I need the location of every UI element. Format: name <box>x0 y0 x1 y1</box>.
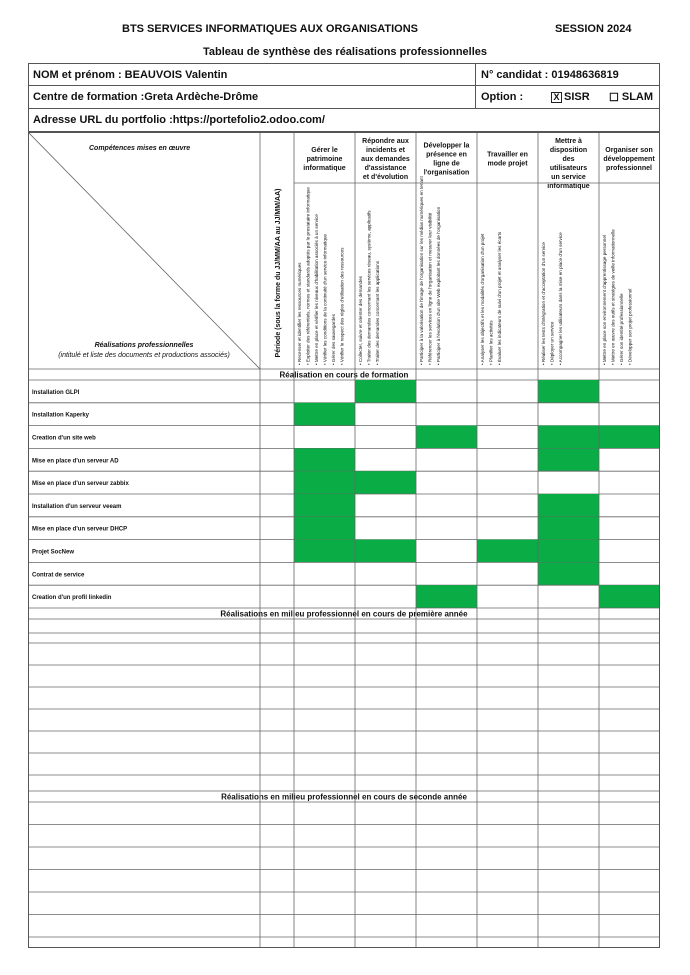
competence-check-cell <box>294 494 355 517</box>
competence-check-cell <box>355 540 416 563</box>
competence-detail: • Référencer les services en ligne de l'organisation et mesurer leur visibilité <box>427 212 433 365</box>
competence-title: professionnel <box>606 165 652 172</box>
competence-title: développement <box>603 156 655 163</box>
realisation-label: Mise en place d'un serveur zabbix <box>32 481 129 488</box>
competence-title: informatique <box>547 183 590 190</box>
option-slam[interactable] <box>609 86 653 108</box>
realisations-sublabel: (intitulé et liste des documents et productions associés) <box>58 352 230 359</box>
section-formation: Réalisation en cours de formation <box>279 370 409 380</box>
competence-detail: • Mettre en place son environnement d'apprentissage personnel <box>602 235 607 365</box>
competence-detail: • Recenser et identifier les ressources numériques <box>297 262 302 365</box>
competence-check-cell <box>416 426 477 449</box>
centre-row <box>28 86 660 109</box>
competence-detail: • Développer son projet professionnel <box>627 288 633 365</box>
portfolio-url[interactable]: Adresse URL du portfolio :https://portefolio2.odoo.com/ <box>33 114 325 126</box>
competence-detail: • Vérifier le respect des règles d'utilisation des ressources <box>339 247 345 365</box>
realisation-label: Contrat de service <box>32 572 85 579</box>
synthesis-table <box>28 132 660 948</box>
document-subtitle: Tableau de synthèse des réalisations professionnelles <box>202 46 488 58</box>
centre-formation: Centre de formation :Greta Ardèche-Drôme <box>33 91 259 103</box>
competence-check-cell <box>294 471 355 494</box>
competence-detail: • Traiter des demandes concernant les services réseau, système, applicatifs <box>366 210 372 365</box>
competence-title: des <box>562 156 575 163</box>
competence-title: mode projet <box>487 160 528 168</box>
competence-check-cell <box>294 403 355 426</box>
competence-title: Travailler en <box>487 151 528 159</box>
candidate-row <box>28 63 660 86</box>
competence-title: informatique <box>303 165 346 172</box>
competence-title: Organiser son <box>605 147 653 154</box>
document-title: BTS SERVICES INFORMATIQUES AUX ORGANISATIONS <box>122 23 419 35</box>
competence-detail: • Participer à l'évolution d'un site Web exploitant les données de l'organisation <box>436 206 441 365</box>
competence-detail: • Traiter des demandes concernant les applications <box>375 260 380 365</box>
realisation-label: Installation d'un serveur veeam <box>32 503 122 510</box>
option-sisr[interactable] <box>551 86 590 108</box>
realisation-label: Installation Kaperky <box>32 412 90 419</box>
competence-check-cell <box>416 585 477 608</box>
competence-detail: • Déployer un service <box>549 321 555 365</box>
competence-check-cell <box>294 517 355 540</box>
realisation-label: Creation d'un profil linkedin <box>32 595 112 602</box>
header-diagonal <box>29 133 260 369</box>
realisation-label: Mise en place d'un serveur AD <box>32 458 119 465</box>
synthesis-grid <box>29 133 659 947</box>
realisation-label: Projet SocNew <box>32 549 75 556</box>
competence-detail: • Collecter, suivre et orienter des demandes <box>358 276 363 365</box>
realisation-label: Installation GLPI <box>32 389 80 396</box>
competence-check-cell <box>294 448 355 471</box>
periode-label: Période (sous la forme du JJ/MM/AA au JJ/MM/AA) <box>275 188 282 358</box>
section-first-year: Réalisations en milieu professionnel en cours de première année <box>220 609 468 619</box>
competence-title: d'assistance <box>364 165 407 172</box>
competence-title: l'organisation <box>423 169 470 177</box>
competence-detail: • Gérer des sauvegardes <box>331 314 336 365</box>
competence-check-cell <box>599 426 659 449</box>
competence-title: patrimoine <box>306 156 343 163</box>
competences-label: Compétences mises en œuvre <box>89 145 191 152</box>
portfolio-row <box>28 109 660 132</box>
competence-title: Gérer le <box>311 147 338 154</box>
slam-checkbox[interactable]: ☐ <box>609 91 619 104</box>
competence-title: disposition <box>549 147 588 154</box>
competence-check-cell <box>599 585 659 608</box>
competence-title: aux demandes <box>361 156 410 163</box>
candidate-name: NOM et prénom : BEAUVOIS Valentin <box>33 68 228 81</box>
competence-detail: • Réaliser les tests d'intégration et d'acceptation d'un service <box>541 242 546 365</box>
competence-detail: • Évaluer les indicateurs de suivi d'un projet et analyser les écarts <box>497 231 502 365</box>
competence-title: utilisateurs <box>549 165 588 172</box>
competence-check-cell <box>538 380 599 403</box>
competence-check-cell <box>477 540 538 563</box>
competence-detail: • Gérer son identité professionnelle <box>619 293 624 365</box>
competence-title: incidents et <box>366 147 405 154</box>
realisations-label: Réalisations professionnelles <box>94 342 194 349</box>
competence-detail: • Mettre en place et vérifier les niveaux d'habilitation associés à un service <box>314 214 319 365</box>
sisr-checkbox[interactable]: X <box>551 92 562 103</box>
session-label: SESSION 2024 <box>555 23 632 35</box>
competence-title: un service <box>551 174 586 181</box>
competence-title: et d'évolution <box>362 174 409 181</box>
competence-detail: • Mettre en œuvre des outils et stratégies de veille informationnelle <box>610 229 616 365</box>
slam-text: SLAM <box>621 91 654 103</box>
competence-check-cell <box>538 426 599 449</box>
competence-detail: • Exploiter des référentiels, normes et standards adoptés par le prestataire informatique <box>305 187 311 365</box>
competence-title: présence en <box>426 151 467 159</box>
candidate-number: N° candidat : 01948636819 <box>481 68 619 81</box>
competence-check-cell <box>538 517 599 540</box>
competence-check-cell <box>538 562 599 585</box>
competence-check-cell <box>294 540 355 563</box>
competence-detail: • Participer à la valorisation de l'image de l'organisation sur les médias numériques en tenant <box>419 176 424 365</box>
competence-check-cell <box>538 494 599 517</box>
competence-detail: • Analyser les objectifs et les modalités d'organisation d'un projet <box>480 233 485 365</box>
competence-check-cell <box>355 380 416 403</box>
realisation-label: Creation d'un site web <box>32 435 96 442</box>
competence-title: Développer la <box>423 142 470 150</box>
realisation-label: Mise en place d'un serveur DHCP <box>32 526 128 533</box>
competence-detail: • Vérifier les conditions de la continuité d'un service informatique <box>322 234 328 365</box>
competence-check-cell <box>538 540 599 563</box>
competence-title: ligne de <box>433 160 460 168</box>
competence-check-cell <box>538 448 599 471</box>
competence-detail: • Planifier les activités <box>488 320 494 365</box>
competence-check-cell <box>355 471 416 494</box>
sisr-text: SISR <box>564 91 590 103</box>
section-second-year: Réalisations en milieu professionnel en cours de seconde année <box>221 792 467 802</box>
competence-title: Mettre à <box>555 138 582 145</box>
competence-detail: • Accompagner les utilisateurs dans la mise en place d'un service <box>558 232 563 365</box>
competence-title: Répondre aux <box>362 138 409 145</box>
option-label: Option : <box>481 91 524 103</box>
